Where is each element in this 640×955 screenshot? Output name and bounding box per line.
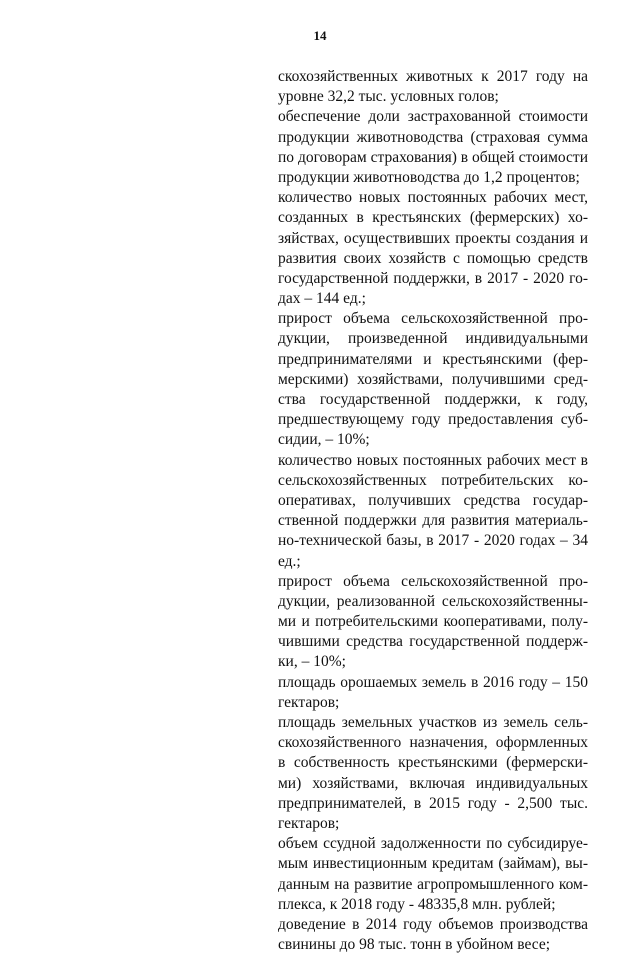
text-line: развития своих хозяйств с помощью средств bbox=[278, 249, 588, 267]
text-line: предпринимателями и крестьянскими (фер- bbox=[278, 350, 588, 368]
text-line: площадь земельных участков из земель сель- bbox=[278, 714, 588, 731]
text-line: в собственность крестьянскими (фермерски- bbox=[278, 754, 588, 772]
text-line: сидии, – 10%; bbox=[278, 431, 370, 449]
text-line: дукции, реализованной сельскохозяйственны- bbox=[278, 592, 588, 610]
text-line: зяйствах, осуществивших проекты создания и bbox=[278, 229, 588, 247]
text-line: данным на развитие агропромышленного ком- bbox=[278, 875, 588, 893]
text-line: продукции животноводства (страховая сумма bbox=[278, 128, 588, 146]
text-line: гектаров; bbox=[278, 814, 340, 832]
text-line: оперативах, получивших средства государ- bbox=[278, 491, 588, 509]
text-line: но-технической базы, в 2017 - 2020 годах – 34 bbox=[278, 532, 588, 550]
text-line: продукции животноводства до 1,2 процентов; bbox=[278, 168, 580, 186]
text-line: скохозяйственных животных к 2017 году на bbox=[278, 68, 588, 85]
text-line: скохозяйственного назначения, оформленных bbox=[278, 734, 588, 752]
text-line: дах – 144 ед.; bbox=[278, 290, 366, 308]
text-line: плекса, к 2018 году - 48335,8 млн. рублей; bbox=[278, 895, 556, 913]
page-number: 14 bbox=[313, 28, 327, 43]
text-line: мым инвестиционным кредитам (займам), вы- bbox=[278, 855, 588, 873]
text-line: уровне 32,2 тыс. условных голов; bbox=[278, 88, 499, 106]
document-body bbox=[278, 67, 588, 955]
text-line: гектаров; bbox=[278, 693, 340, 711]
text-line: количество новых постоянных рабочих мест, bbox=[278, 189, 588, 207]
text-line: государственной поддержки, в 2017 - 2020 го- bbox=[278, 269, 588, 287]
text-line: мерскими) хозяйствами, получившими сред- bbox=[278, 370, 588, 388]
text-line: сельскохозяйственных потребительских ко- bbox=[278, 471, 588, 489]
text-line: ед.; bbox=[278, 552, 301, 570]
text-line: площадь орошаемых земель в 2016 году – 150 bbox=[278, 673, 588, 691]
text-line: по договорам страхования) в общей стоимости bbox=[278, 148, 588, 166]
text-line: свинины до 98 тыс. тонн в убойном весе; bbox=[278, 936, 551, 954]
text-line: ства государственной поддержки, к году, bbox=[278, 391, 588, 408]
text-line: доведение в 2014 году объемов производства bbox=[278, 915, 588, 933]
text-line: созданных в крестьянских (фермерских) хо- bbox=[278, 209, 588, 227]
text-line: предпринимателей, в 2015 году - 2,500 тыс. bbox=[278, 794, 588, 812]
text-line: чившими средства государственной поддерж- bbox=[278, 633, 588, 651]
text-line: обеспечение доли застрахованной стоимости bbox=[278, 108, 588, 126]
text-line: ми и потребительскими кооперативами, полу- bbox=[278, 613, 588, 631]
text-line: дукции, произведенной индивидуальными bbox=[278, 330, 588, 348]
text-line: количество новых постоянных рабочих мест в bbox=[278, 451, 588, 469]
text-line: предшествующему году предоставления суб- bbox=[278, 411, 588, 429]
text-line: ми) хозяйствами, включая индивидуальных bbox=[278, 774, 588, 792]
text-line: ственной поддержки для развития материаль- bbox=[278, 512, 588, 530]
text-line: прирост объема сельскохозяйственной про- bbox=[278, 572, 588, 590]
text-line: ки, – 10%; bbox=[278, 653, 346, 671]
text-line: прирост объема сельскохозяйственной про- bbox=[278, 310, 588, 328]
text-line: объем ссудной задолженности по субсидируе- bbox=[278, 835, 588, 853]
